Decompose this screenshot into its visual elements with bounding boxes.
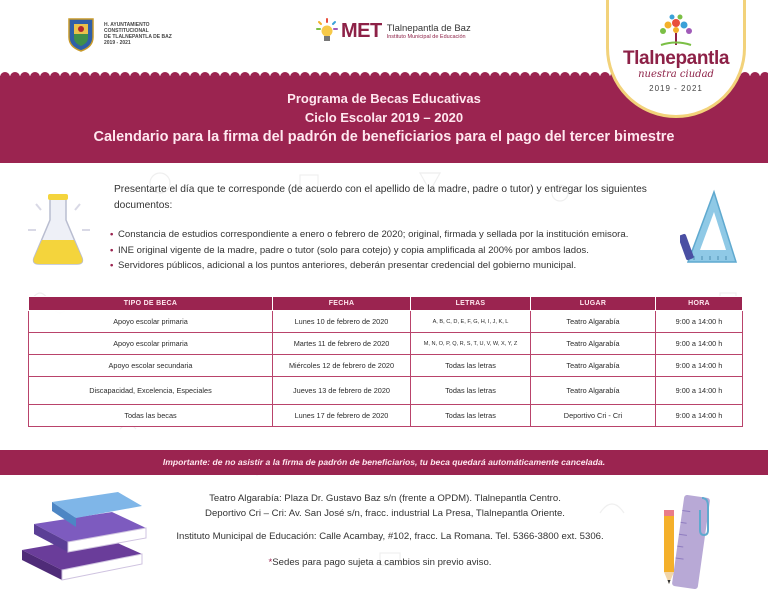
badge-name: Tlalnepantla [622, 48, 730, 69]
venue-address-teatro: Teatro Algarabía: Plaza Dr. Gustavo Baz s/n (frente a OPDM). Tlalnepantla Centro. [209, 493, 561, 504]
met-logo [316, 18, 471, 44]
schedule-table [28, 296, 743, 427]
bullet-icon: • [110, 260, 114, 271]
table-row [29, 311, 743, 333]
cell-time: 9:00 a 14:00 h [656, 333, 743, 355]
school-cycle: Ciclo Escolar 2019 – 2020 [304, 110, 464, 125]
cell-scholarship-type: Discapacidad, Excelencia, Especiales [29, 377, 273, 405]
list-item [110, 258, 690, 274]
institute-address: Instituto Municipal de Educación: Calle Acambay, #102, fracc. La Romana. Tel. 5366-3800 ext. 5306. [176, 531, 604, 542]
cell-date: Miércoles 12 de febrero de 2020 [273, 355, 411, 377]
important-note-banner [0, 450, 768, 475]
table-row [29, 355, 743, 377]
venue-addresses [160, 491, 610, 521]
program-title: Programa de Becas Educativas [287, 91, 481, 106]
cell-date: Jueves 13 de febrero de 2020 [273, 377, 411, 405]
requirements-list [110, 227, 690, 274]
cell-scholarship-type: Apoyo escolar secundaria [29, 355, 273, 377]
cell-date: Lunes 17 de febrero de 2020 [273, 405, 411, 427]
cell-letters: A, B, C, D, E, F, G, H, I, J, K, L [411, 311, 531, 333]
met-subtitle: Instituto Municipal de Educación [386, 33, 466, 40]
requirement-text: Constancia de estudios correspondiente a enero o febrero de 2020; original, firmada y sellada por la institución emisora. [118, 229, 629, 240]
disclaimer-asterisk: * [268, 557, 273, 568]
cell-time: 9:00 a 14:00 h [656, 355, 743, 377]
cell-place: Teatro Algarabía [531, 333, 656, 355]
column-header-type: TIPO DE BECA [29, 297, 273, 311]
municipal-shield-icon [66, 16, 96, 52]
table-row [29, 405, 743, 427]
cell-scholarship-type: Apoyo escolar primaria [29, 311, 273, 333]
table-row [29, 377, 743, 405]
disclaimer [200, 557, 560, 568]
disclaimer-text: Sedes para pago sujeta a cambios sin previo aviso. [272, 557, 492, 568]
important-note-text: Importante: de no asistir a la firma de padrón de beneficiarios, tu beca quedará automáticamente cancelada. [162, 457, 606, 467]
cell-letters: Todas las letras [411, 405, 531, 427]
cell-scholarship-type: Todas las becas [29, 405, 273, 427]
municipal-government-text: H. AYUNTAMIENTO CONSTITUCIONAL DE TLALNEPANTLA DE BAZ 2019 - 2021 [104, 22, 172, 46]
cell-time: 9:00 a 14:00 h [656, 405, 743, 427]
cell-time: 9:00 a 14:00 h [656, 311, 743, 333]
cell-letters: Todas las letras [411, 355, 531, 377]
cell-date: Lunes 10 de febrero de 2020 [273, 311, 411, 333]
cell-letters: Todas las letras [411, 377, 531, 405]
column-header-place: LUGAR [531, 297, 656, 311]
column-header-date: FECHA [273, 297, 411, 311]
cell-letters: M, N, O, P, Q, R, S, T, U, V, W, X, Y, Z [411, 333, 531, 355]
flask-icon [22, 190, 94, 270]
venue-address-deportivo: Deportivo Cri – Cri: Av. San José s/n, fracc. industrial La Presa, Tlalnepantla Oriente. [205, 508, 565, 519]
cell-place: Teatro Algarabía [531, 377, 656, 405]
bullet-icon: • [110, 244, 114, 256]
badge-years: 2019 - 2021 [649, 84, 703, 93]
intro-text: Presentarte el día que te corresponde (de acuerdo con el apellido de la madre, padre o tutor) y entregar los siguientes documentos: [114, 184, 647, 211]
ruler-triangle-icon [680, 186, 740, 268]
met-wordmark: MET [341, 19, 382, 42]
list-item [110, 227, 690, 243]
municipal-government-logo [66, 16, 172, 52]
list-item [110, 243, 690, 259]
pencil-icon [650, 492, 725, 592]
met-lightbulb-icon [316, 18, 338, 44]
cell-scholarship-type: Apoyo escolar primaria [29, 333, 273, 355]
cell-place: Teatro Algarabía [531, 311, 656, 333]
calendar-title: Calendario para la firma del padrón de beneficiarios para el pago del tercer bimestre [93, 129, 675, 145]
tree-logo-icon [656, 13, 696, 47]
books-icon [12, 488, 152, 588]
met-title: Tlalnepantla de Baz [386, 22, 471, 34]
cell-time: 9:00 a 14:00 h [656, 377, 743, 405]
table-header-row [29, 297, 743, 311]
table-row [29, 333, 743, 355]
cell-place: Deportivo Cri - Cri [531, 405, 656, 427]
cell-place: Teatro Algarabía [531, 355, 656, 377]
badge-tagline: nuestra ciudad [638, 69, 714, 80]
requirement-text: Servidores públicos, adicional a los puntos anteriores, deberán presentar credencial del gobierno municipal. [118, 260, 577, 271]
bullet-icon: • [110, 229, 114, 240]
cell-date: Martes 11 de febrero de 2020 [273, 333, 411, 355]
requirement-text: INE original vigente de la madre, padre o tutor (solo para cotejo) y copia amplificada al 200% por ambos lados. [118, 244, 589, 256]
column-header-time: HORA [656, 297, 743, 311]
column-header-letters: LETRAS [411, 297, 531, 311]
